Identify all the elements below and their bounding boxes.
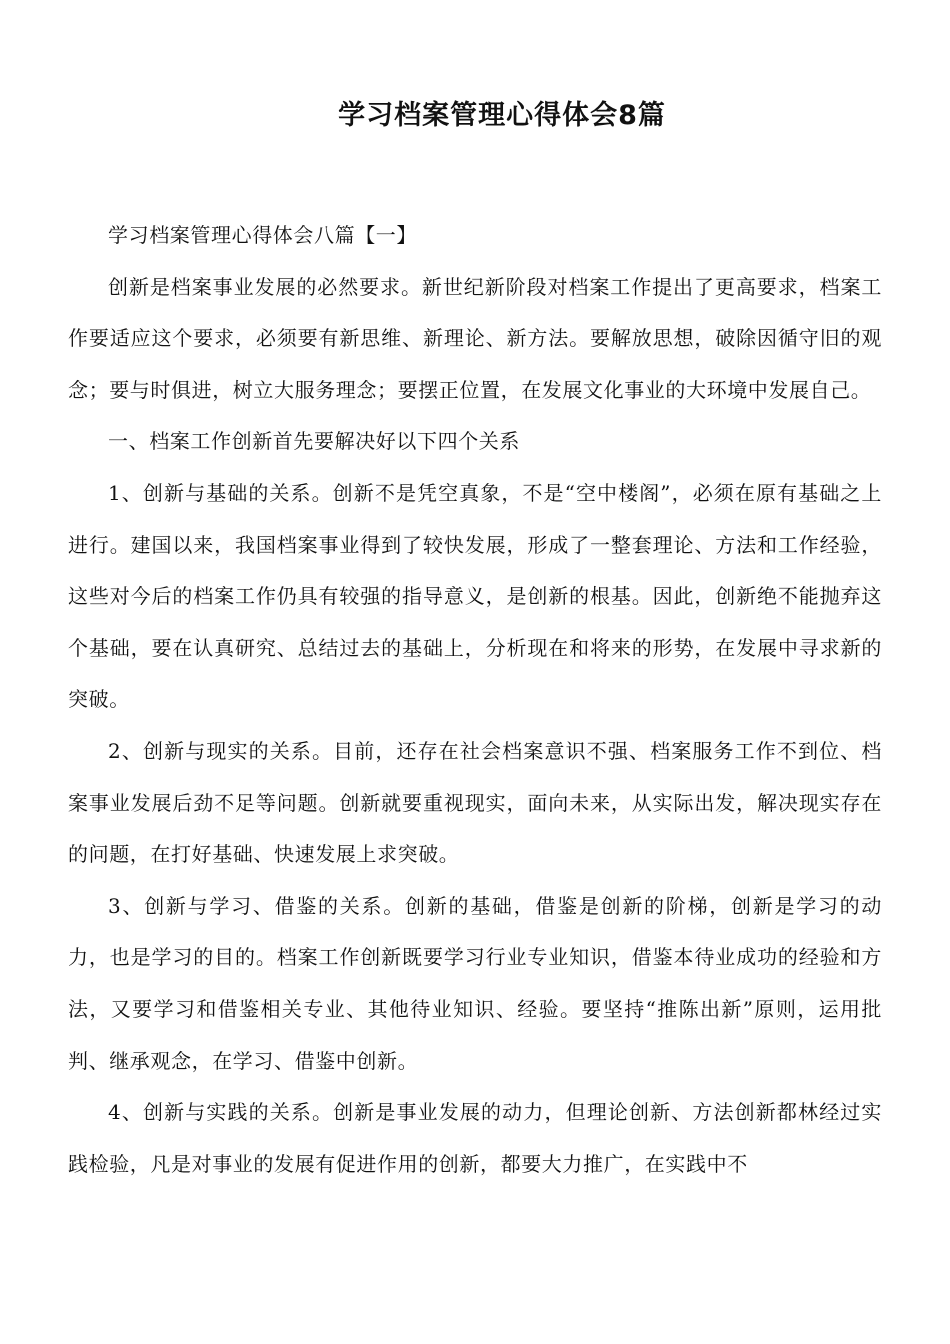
paragraph: 创新是档案事业发展的必然要求。新世纪新阶段对档案工作提出了更高要求，档案工作要适应这个要求，必须要有新思维、新理论、新方法。要解放思想，破除因循守旧的观念；要与时俱进，树立大服务理念；要摆正位置，在发展文化事业的大环境中发展自己。 <box>68 274 882 402</box>
subsection-heading: 一、档案工作创新首先要解决好以下四个关系 <box>108 429 520 454</box>
document-body <box>68 210 882 1190</box>
section-heading: 学习档案管理心得体会八篇【一】 <box>108 223 417 247</box>
document-title: 学习档案管理心得体会8篇 <box>338 100 666 131</box>
paragraph: 4、创新与实践的关系。创新是事业发展的动力，但理论创新、方法创新都林经过实践检验，凡是对事业的发展有促进作用的创新，都要大力推广，在实践中不 <box>68 1100 882 1176</box>
paragraph: 2、创新与现实的关系。目前，还存在社会档案意识不强、档案服务工作不到位、档案事业发展后劲不足等问题。创新就要重视现实，面向未来，从实际出发，解决现实存在的问题，在打好基础、快速发展上求突破。 <box>68 738 882 867</box>
paragraph: 1、创新与基础的关系。创新不是凭空真象，不是“空中楼阁”，必须在原有基础之上进行。建国以来，我国档案事业得到了较快发展，形成了一整套理论、方法和工作经验，这些对今后的档案工作仍具有较强的指导意义，是创新的根基。因此，创新绝不能抛弃这个基础，要在认真研究、总结过去的基础上，分析现在和将来的形势，在发展中寻求新的突破。 <box>68 480 882 712</box>
paragraph: 3、创新与学习、借鉴的关系。创新的基础，借鉴是创新的阶梯，创新是学习的动力，也是学习的目的。档案工作创新既要学习行业专业知识，借鉴本待业成功的经验和方法，又要学习和借鉴相关专业、其他待业知识、经验。要坚持“推陈出新”原则，运用批判、继承观念，在学习、借鉴中创新。 <box>68 893 882 1073</box>
